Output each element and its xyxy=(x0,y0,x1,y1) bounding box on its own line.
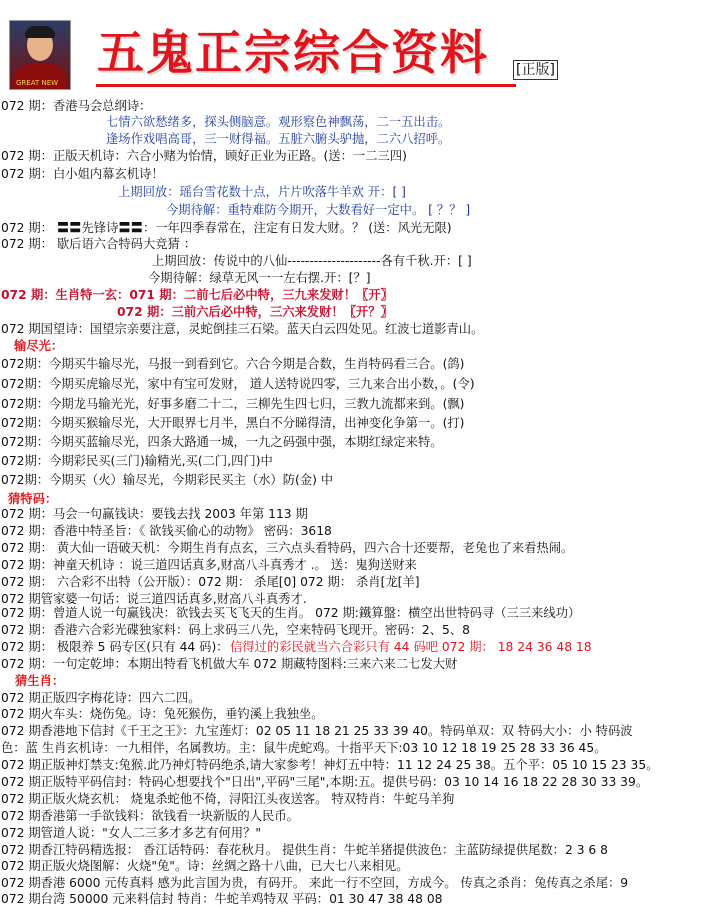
text-line: 072 期香港第一手欲钱料：欲钱看一块新版的人民币。 xyxy=(1,809,299,823)
edition-badge: [正版] xyxy=(513,60,558,80)
text-line: 信得过的彩民就当六合彩只有 44 码吧 072 期： 18 24 36 48 18 xyxy=(230,640,592,654)
text-line: 072期：今期买蓝输尽光，四条大路通一城，一九之码强中强，本期红绿定来特。 xyxy=(1,435,443,449)
text-line: 072 期正版神灯禁支:兔猴.此乃神灯特码绝杀,请大家参考！神灯五中特：11 12 24 25 38。五个平：05 10 15 23 35。 xyxy=(1,758,659,772)
text-line: 072 期： 歇后语六合特码大竞猜 ： xyxy=(1,237,197,251)
title-underline xyxy=(96,84,516,87)
text-line: 072 期：白小姐内幕玄机诗！ xyxy=(1,167,164,181)
section-heading: 猜特码： xyxy=(8,492,58,506)
text-line: 072期：今期买牛输尽光，马报一到看到它。六合今期是合数，生肖特码看三合。(鸽) xyxy=(1,357,465,371)
text-line: 072 期：马会一句赢钱诀：要钱去找 2003 年第 113 期 xyxy=(1,507,308,521)
section-heading: 猜生肖： xyxy=(15,674,65,688)
text-line: 072 期：生肖特一玄：071 期：二前七后必中特，三九来发财！〖开〗 xyxy=(1,288,393,302)
text-line: 072 期： 六合彩不出特（公开版）：072 期： 杀尾[0] 072 期： 杀肖[龙[羊] xyxy=(1,575,420,589)
text-line: 072 期： 黄大仙一语破天机：今期生肖有点玄，三六点头看特码，四六合十还要帮，老兔也了来看热闹。 xyxy=(1,541,574,555)
text-line: 072 期正版火烧玄机： 烧鬼杀蛇他不倚，浔阳江头夜送客。 特双特肖：牛蛇马羊狗 xyxy=(1,792,455,806)
text-line: 072 期国望诗：国望宗亲要注意，灵蛇倒挂三石梁。蓝天白云四处见。红波七道影青山。 xyxy=(1,322,484,336)
text-line: 072 期火车头：烧伤兔。诗：兔死猴伤，垂钓溪上我独坐。 xyxy=(1,707,324,721)
text-line: 072期：今期买虎输尽光，家中有宝可发财， 道人送特说四零，三九来合出小数，。(令) xyxy=(1,377,475,391)
text-line: 072 期：香港中特圣旨：《 欲钱买偷心的动物》 密码：3618 xyxy=(1,524,332,538)
text-line: 072 期正版火烧图解：火烧"兔"。诗：丝绸之路十八曲，已大七八来相见。 xyxy=(1,859,409,873)
text-line: 上期回放：瑶台雪花数十点，片片吹落牛羊欢 开：[ ] xyxy=(118,185,406,199)
text-line: 072 期：三前六后必中特，三六来发财！〖开？〗 xyxy=(117,305,393,319)
text-line: 072 期：香港马会总纲诗： xyxy=(1,99,152,113)
text-line: 072 期： 〓〓先锋诗〓〓：一年四季春常在，注定有日发大财。？ (送：风光无限) xyxy=(1,221,452,235)
text-line: 072 期：神童天机诗 ：说三道四话真多,财高八斗真秀才 .。 送：鬼狗送财来 xyxy=(1,558,417,572)
section-heading: 输尽光： xyxy=(14,339,64,353)
text-line: 072 期：香港六合彩光碟独家料：码上求码三八先，空来特码飞现开。密码：2、5、8 xyxy=(1,623,470,637)
text-line: 072 期：一句定乾坤：本期出特看飞机做大车 072 期藏特图料:三来六来二七发大财 xyxy=(1,657,458,671)
text-line: 七情六欲愁绪多，探头侧脑意。观形察色神飘荡，二一五出击。 xyxy=(106,115,451,129)
text-line: 072 期正版四字梅花诗：四六二四。 xyxy=(1,691,201,705)
text-line: 072 期台湾 50000 元来料信封 特肖：牛蛇羊鸡特双 平码：01 30 47 38 48 08 xyxy=(1,892,443,906)
text-line: 072 期：正版天机诗：六合小赌为怡情，顾好正业为正路。(送：一二三四) xyxy=(1,149,407,163)
avatar-tag: GREAT NEW xyxy=(16,79,59,87)
avatar xyxy=(9,20,71,90)
text-line: 072期：今期龙马输光光，好事多磨二十二，三柳先生四七归，三教九流都来到。(飘) xyxy=(1,397,465,411)
text-line: 色：蓝 生肖玄机诗：一九相伴，名属教坊。主：鼠牛虎蛇鸡。十指平天下:03 10 12 18 19 25 28 33 36 45。 xyxy=(1,741,607,755)
text-line: 072 期香港 6000 元传真料 感为此言国为贵，有码开。 来此一行不空回，方成今。 传真之杀肖：兔传真之杀尾：9 xyxy=(1,876,629,890)
text-line: 今期待解：绿草无风一一左右摆.开：[？] xyxy=(148,271,371,285)
text-line: 072 期：曾道人说一句赢钱决：欲钱去买飞飞天的生肖。 072 期:鐵算盤：横空出世特码寻（三三来线功） xyxy=(1,606,581,620)
text-line: 072期：今期买（火）输尽光，今期彩民买主（水）防(金) 中 xyxy=(1,473,334,487)
text-line: 072 期香港地下信封《千王之王》：九宝莲灯：02 05 11 18 21 25 33 39 40。特码单双：双 特码大小：小 特码波 xyxy=(1,724,633,738)
text-line: 072 期： 极限养 5 码专区(只有 44 码)： xyxy=(1,640,229,654)
page-title: 五鬼正宗综合资料 xyxy=(97,26,489,81)
text-line: 072 期管道人说："女人二三多才多艺有何用？" xyxy=(1,826,262,840)
text-line: 072 期正版特平码信封：特码心想要找个"日出",平码"三尾",本期:五。提供号码：03 10 14 16 18 22 28 30 33 39。 xyxy=(1,775,649,789)
text-line: 072 期管家婆一句话：说三道四话真多,财高八斗真秀才. xyxy=(1,592,307,606)
text-line: 逢场作戏唱高哥，三一财得福。五脏六腑头驴抛，二六八招呼。 xyxy=(106,132,451,146)
text-line: 072期：今期彩民买(三门)输精光,买(二门,四门)中 xyxy=(1,454,273,468)
text-line: 今期待解：重特难防今期开，大数看好一定中。 [ ？？ ] xyxy=(166,203,471,217)
text-line: 上期回放：传说中的八仙---------------------各有千秋.开：[ ] xyxy=(152,254,472,268)
text-line: 072 期香江特码精选报： 香江话特码：春花秋月。 提供生肖：牛蛇羊猪提供波色：主蓝防绿提供尾数：2 3 6 8 xyxy=(1,843,608,857)
text-line: 072期：今期买猴输尽光，大开眼界七月半，黑白不分睇得清，出神变化争第一。(打) xyxy=(1,416,465,430)
page-header xyxy=(0,0,720,96)
